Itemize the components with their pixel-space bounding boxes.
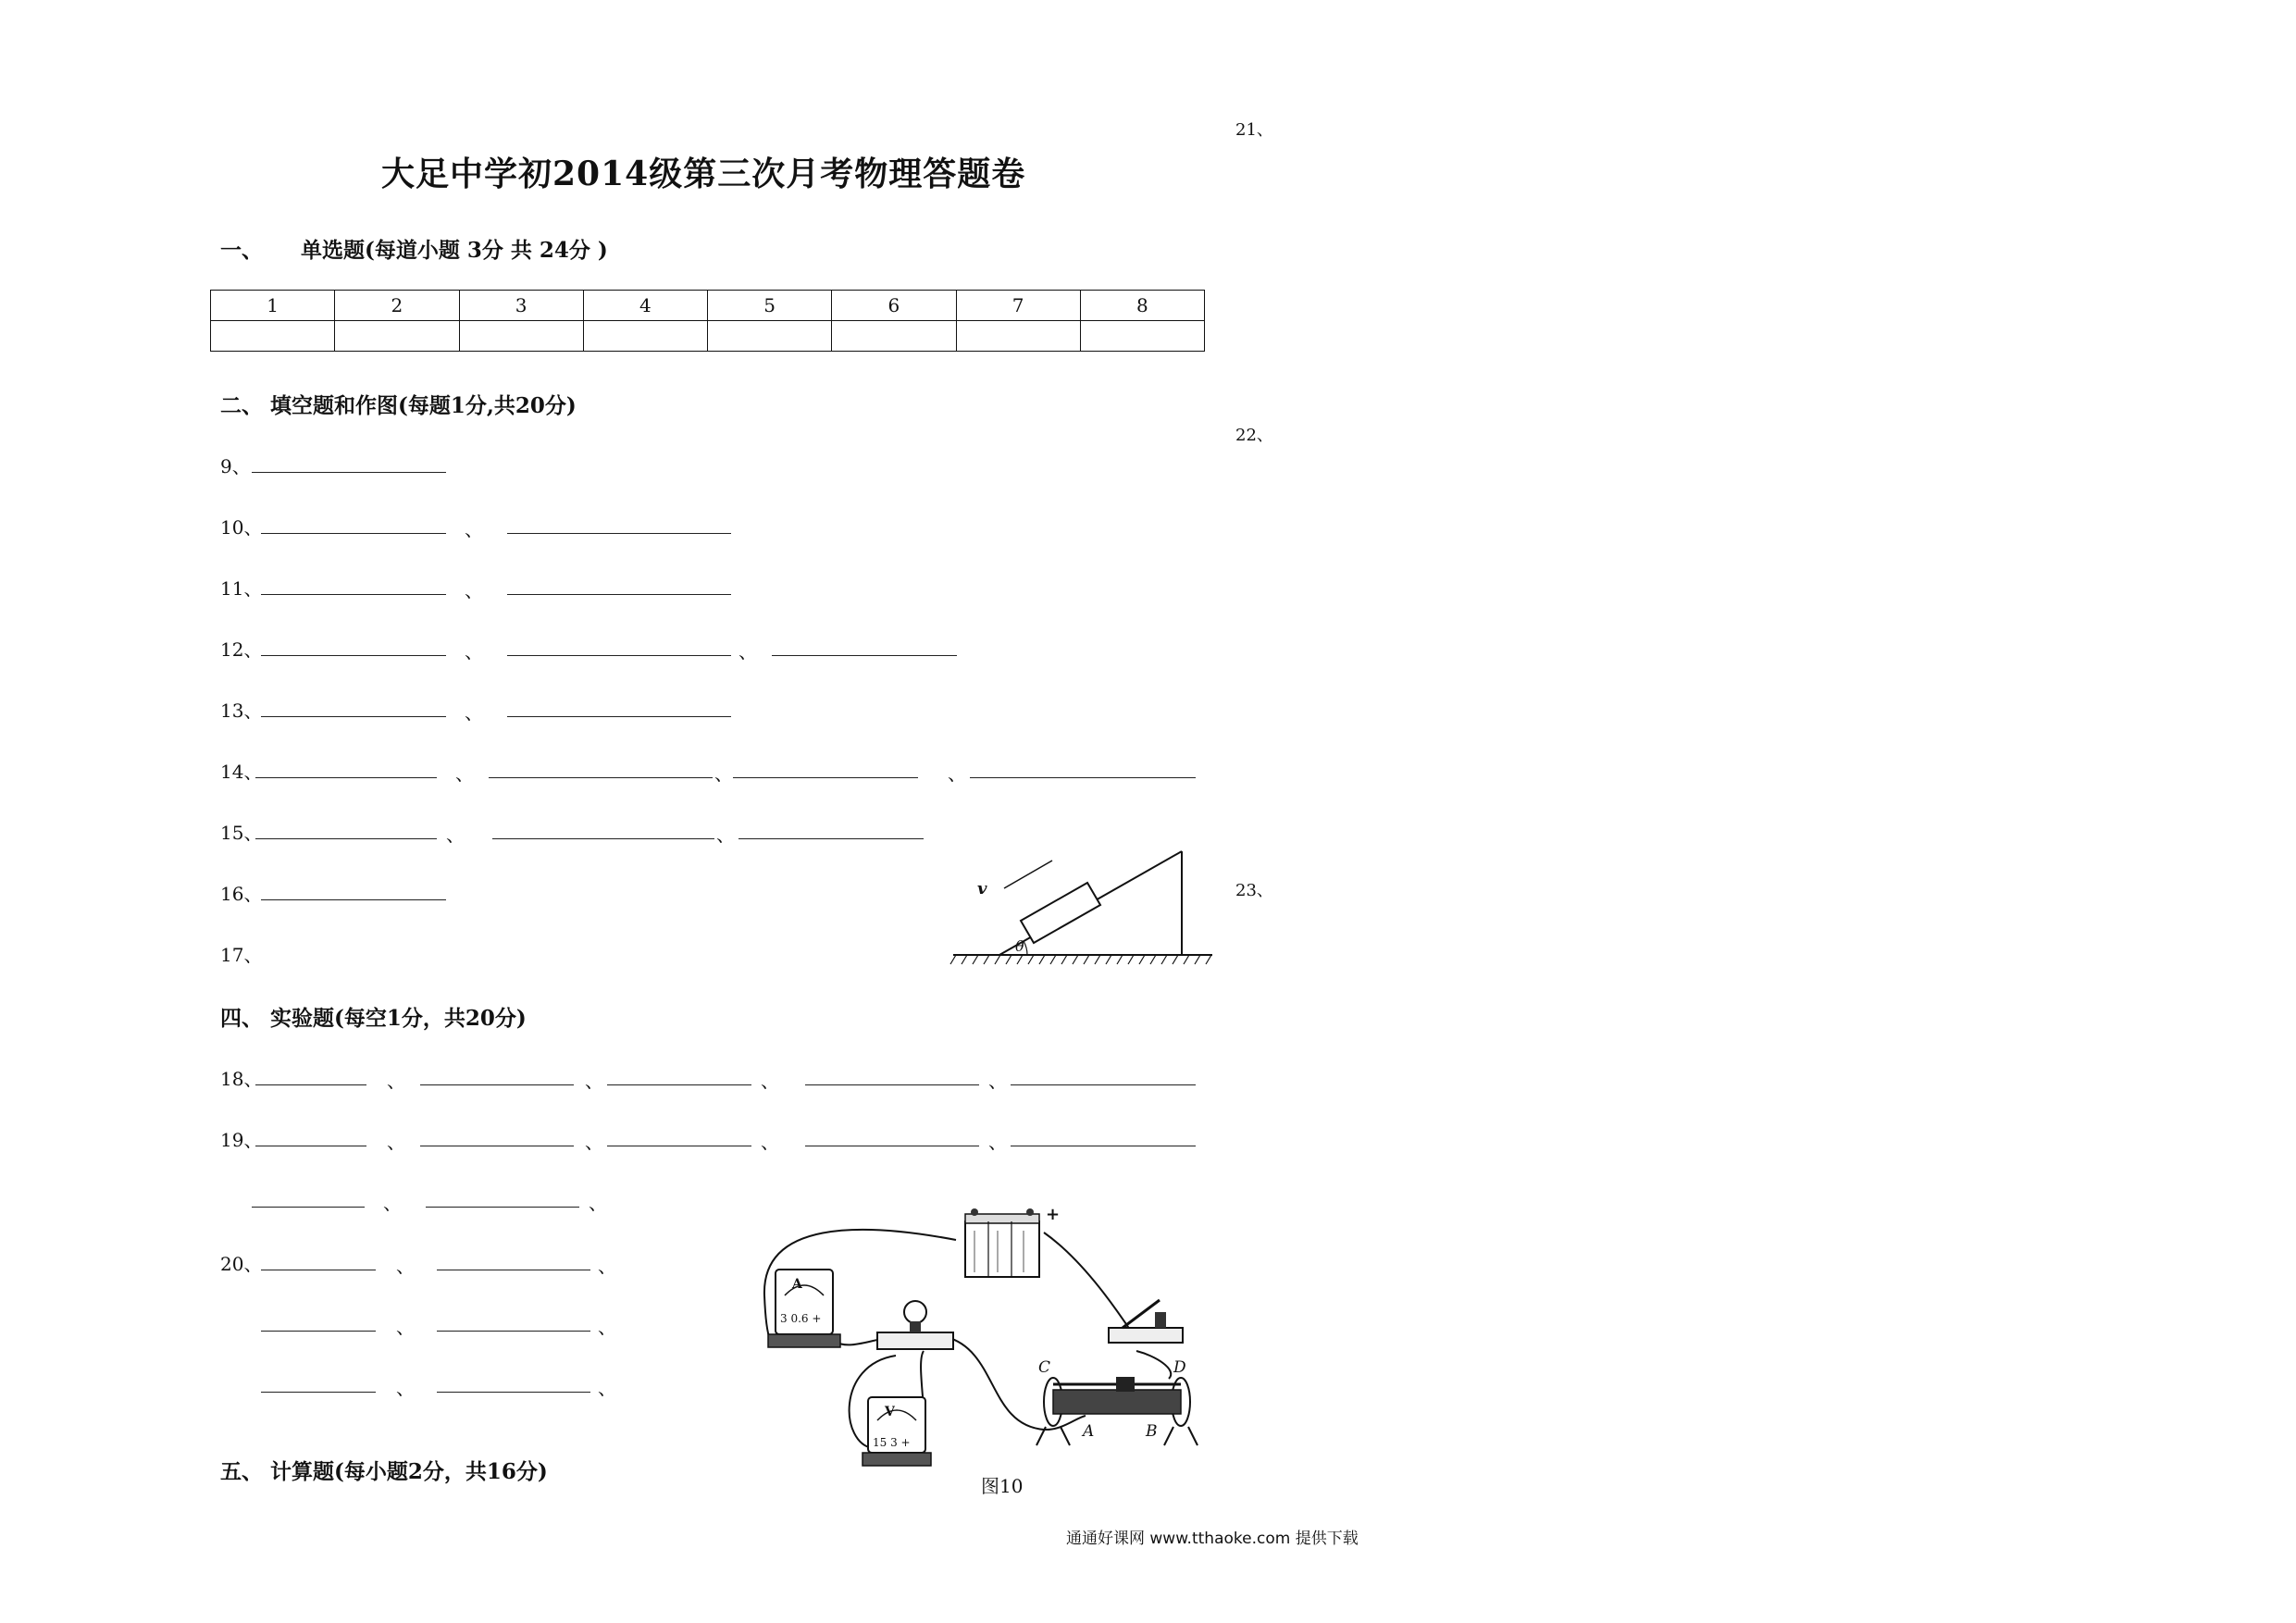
footer-credit: 通通好课网 www.tthaoke.com 提供下载: [1066, 1530, 1359, 1548]
answer-blank[interactable]: [507, 716, 731, 717]
section-1-number: 一、: [220, 238, 263, 263]
circuit-figure-caption: 图10: [981, 1475, 1024, 1497]
separator: 、: [383, 1192, 402, 1214]
section-4-number: 四、: [220, 1006, 263, 1031]
ammeter-symbol: A: [792, 1277, 802, 1292]
choice-header: 8: [1080, 291, 1204, 321]
section-4-title: 实验题(每空1分，共20分): [270, 1006, 527, 1031]
choice-header: 1: [211, 291, 335, 321]
section-5-number: 五、: [220, 1459, 263, 1484]
separator: 、: [738, 640, 757, 663]
choice-header: 2: [335, 291, 459, 321]
separator: 、: [585, 1131, 603, 1153]
answer-blank[interactable]: [261, 1392, 376, 1393]
answer-blank[interactable]: [507, 533, 731, 534]
separator: 、: [396, 1377, 415, 1399]
velocity-label: v: [977, 879, 987, 898]
answer-blank[interactable]: [261, 655, 446, 656]
separator: 、: [598, 1255, 616, 1277]
answer-blank[interactable]: [261, 716, 446, 717]
angle-label: θ: [1015, 937, 1024, 955]
separator: 、: [716, 824, 735, 846]
answer-blank[interactable]: [970, 777, 1196, 778]
question-label: 22、: [1235, 426, 1273, 445]
choice-answer-cell[interactable]: [335, 321, 459, 352]
choice-header: 3: [459, 291, 583, 321]
answer-blank[interactable]: [437, 1392, 590, 1393]
answer-blank[interactable]: [607, 1084, 751, 1085]
choice-answer-cell[interactable]: [708, 321, 832, 352]
voltmeter-scale: 15 3 +: [873, 1436, 911, 1449]
rheostat-point-c: C: [1038, 1358, 1051, 1377]
question-label: 13、: [220, 700, 263, 722]
separator: 、: [465, 579, 483, 601]
battery-plus-label: +: [1046, 1205, 1061, 1224]
separator: 、: [446, 824, 465, 846]
answer-blank[interactable]: [261, 594, 446, 595]
voltmeter-symbol: V: [885, 1405, 895, 1419]
separator: 、: [465, 701, 483, 724]
answer-blank[interactable]: [420, 1084, 574, 1085]
question-label: 12、: [220, 638, 263, 661]
choice-answer-cell[interactable]: [956, 321, 1080, 352]
separator: 、: [465, 640, 483, 663]
choice-header: 6: [832, 291, 956, 321]
answer-blank[interactable]: [507, 655, 731, 656]
rheostat-point-b: B: [1146, 1422, 1158, 1441]
question-label: 19、: [220, 1129, 263, 1151]
separator: 、: [387, 1070, 405, 1092]
question-label: 14、: [220, 761, 263, 783]
separator: 、: [387, 1131, 405, 1153]
answer-blank[interactable]: [255, 777, 437, 778]
separator: 、: [761, 1131, 779, 1153]
separator: 、: [396, 1316, 415, 1338]
section-2-title: 二、 填空题和作图(每题1分,共20分): [220, 393, 577, 418]
answer-blank[interactable]: [492, 838, 714, 839]
separator: 、: [761, 1070, 779, 1092]
section-5-title: 计算题(每小题2分，共16分): [270, 1459, 548, 1484]
answer-blank[interactable]: [1011, 1084, 1196, 1085]
answer-blank[interactable]: [805, 1084, 979, 1085]
question-label: 11、: [220, 577, 263, 600]
incline-figure: [949, 842, 1217, 981]
answer-blank[interactable]: [733, 777, 918, 778]
answer-blank[interactable]: [437, 1331, 590, 1332]
question-label: 15、: [220, 822, 263, 844]
separator: 、: [988, 1131, 1007, 1153]
question-label: 17、: [220, 944, 263, 966]
rheostat-point-d: D: [1173, 1358, 1186, 1377]
rheostat-point-a: A: [1083, 1422, 1095, 1441]
circuit-figure: [748, 1203, 1210, 1481]
question-label: 20、: [220, 1253, 263, 1275]
separator: 、: [714, 762, 733, 785]
answer-blank[interactable]: [738, 838, 924, 839]
choice-answer-cell[interactable]: [1080, 321, 1204, 352]
question-label: 9、: [220, 455, 251, 477]
answer-blank[interactable]: [252, 472, 446, 473]
separator: 、: [948, 762, 966, 785]
choice-header: 5: [708, 291, 832, 321]
separator: 、: [455, 762, 474, 785]
separator: 、: [598, 1316, 616, 1338]
answer-blank[interactable]: [772, 655, 957, 656]
question-label: 23、: [1235, 881, 1273, 900]
question-label: 16、: [220, 883, 263, 905]
answer-blank[interactable]: [252, 1207, 365, 1208]
answer-blank[interactable]: [255, 1084, 366, 1085]
page-title: 大足中学初2014级第三次月考物理答题卷: [381, 155, 1026, 193]
choice-answer-cell[interactable]: [459, 321, 583, 352]
answer-blank[interactable]: [507, 594, 731, 595]
choice-answer-table: [210, 290, 1205, 352]
separator: 、: [465, 518, 483, 540]
separator: 、: [589, 1192, 607, 1214]
question-label: 21、: [1235, 120, 1273, 140]
answer-blank[interactable]: [255, 838, 437, 839]
choice-answer-cell[interactable]: [211, 321, 335, 352]
answer-blank[interactable]: [426, 1207, 579, 1208]
choice-header: 4: [583, 291, 707, 321]
ammeter-scale: 3 0.6 +: [780, 1312, 822, 1325]
separator: 、: [396, 1255, 415, 1277]
separator: 、: [988, 1070, 1007, 1092]
answer-blank[interactable]: [261, 899, 446, 900]
choice-header: 7: [956, 291, 1080, 321]
answer-blank[interactable]: [261, 533, 446, 534]
choice-answer-cell[interactable]: [583, 321, 707, 352]
separator: 、: [585, 1070, 603, 1092]
choice-answer-cell[interactable]: [832, 321, 956, 352]
answer-blank[interactable]: [489, 777, 713, 778]
question-label: 10、: [220, 516, 263, 539]
separator: 、: [598, 1377, 616, 1399]
answer-blank[interactable]: [261, 1331, 376, 1332]
question-label: 18、: [220, 1068, 263, 1090]
section-1-title: 单选题(每道小题 3分 共 24分 ): [301, 238, 608, 263]
